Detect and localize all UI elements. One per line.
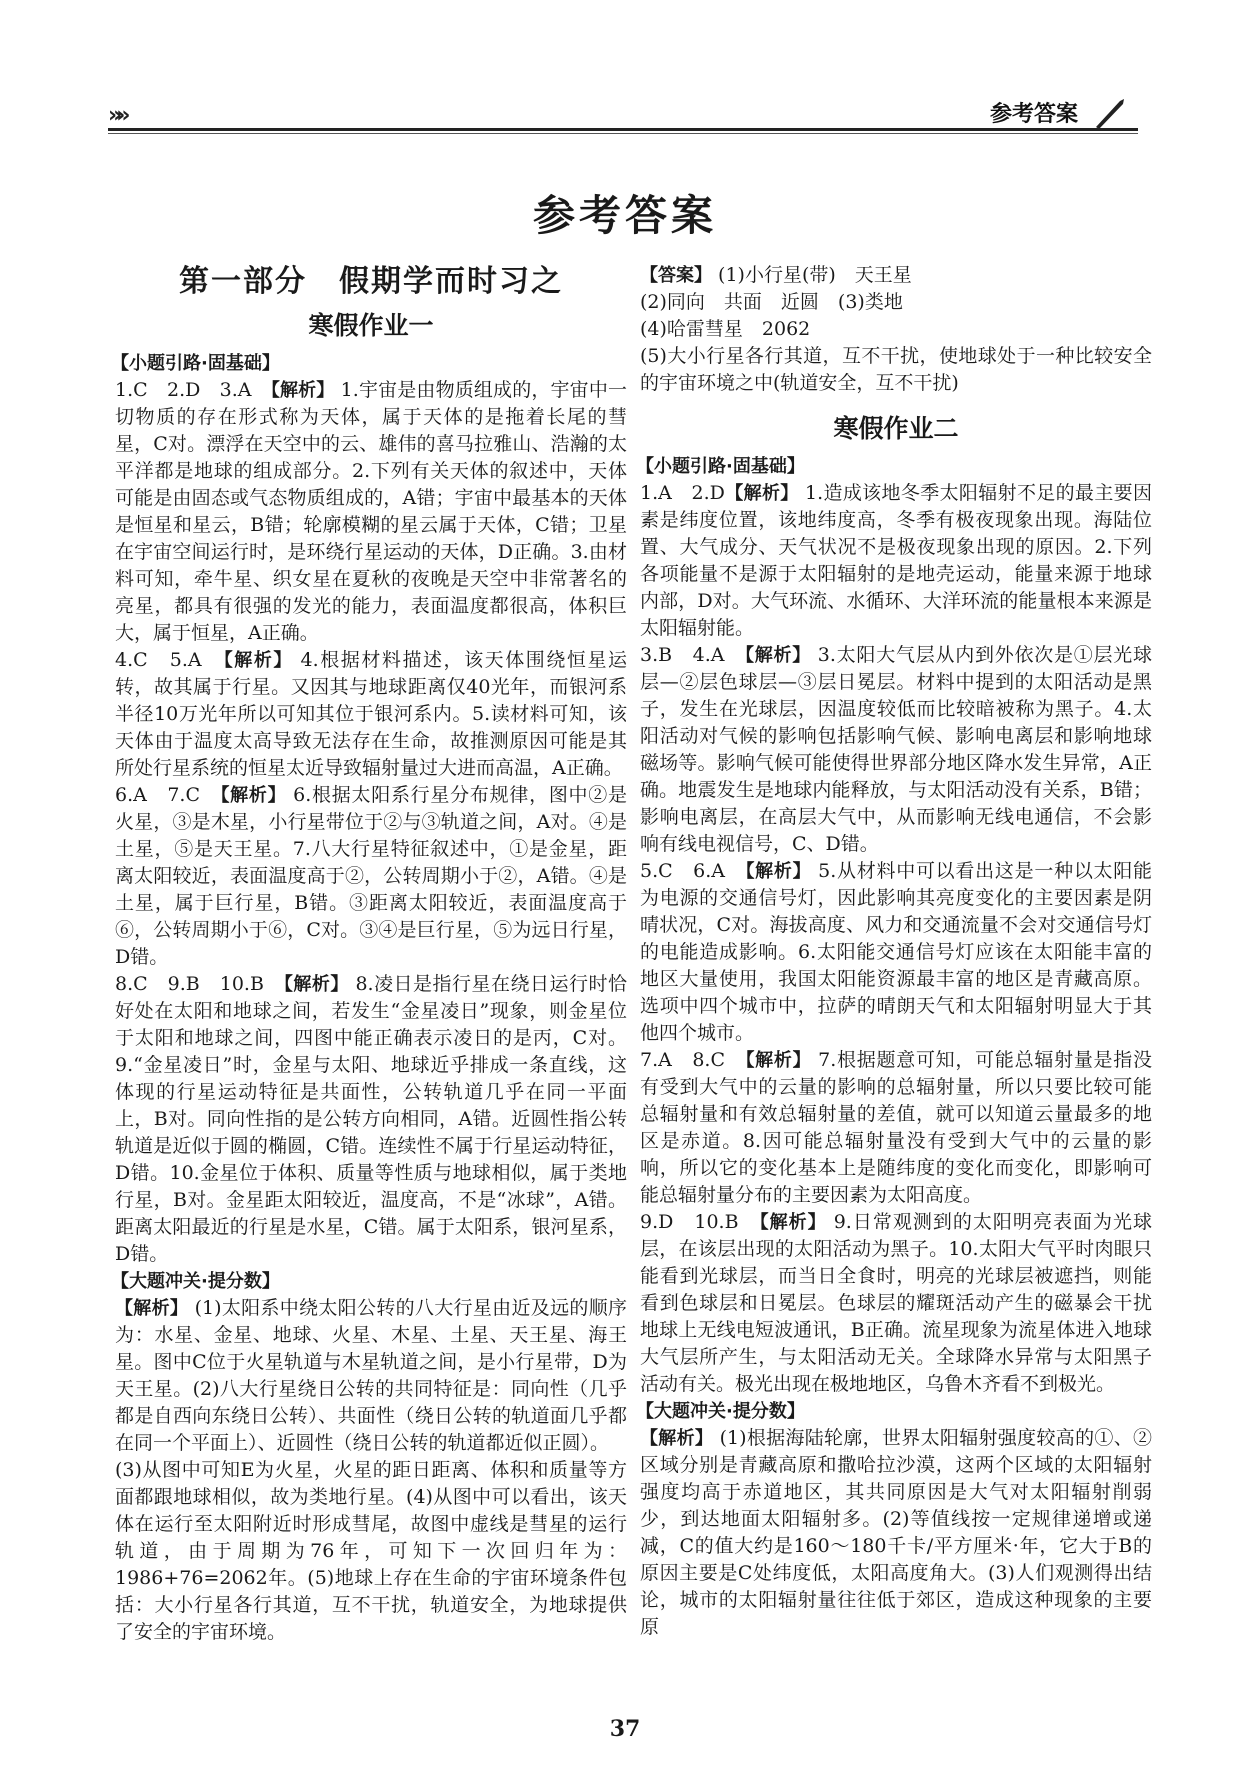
section-tag: 【大题冲关·提分数】	[636, 1401, 805, 1422]
section-title: 寒假作业一	[308, 311, 434, 340]
answer-paragraph: 7.A 8.C 【解析】 7.根据题意可知，可能总辐射量是指没有受到大气中的云量的影响的总辐射量，所以只要比较可能总辐射量和有效总辐射量的差值，就可以知道云量最多的地区是赤道。8.因可能总辐射量没有受到大气中的云量的影响，所以它的变化基本上是随纬度的变化而变化，即影响可能总辐射量分布的主要因素为太阳高度。	[640, 1049, 1153, 1206]
answer-paragraph: 【解析】 (1)根据海陆轮廓，世界太阳辐射强度较高的①、②区域分别是青藏高原和撒哈拉沙漠，这两个区域的太阳辐射强度均高于赤道地区，其共同原因是大气对太阳辐射削弱少，到达地面太阳辐射多。(2)等值线按一定规律递增或递减，C的值大约是160～180千卡/平方厘米·年，它大于B的原因主要是C处纬度低，太阳高度角大。(3)人们观测得出结论，城市的太阳辐射量往往低于郊区，造成这种现象的主要原	[640, 1427, 1153, 1638]
page-number: 37	[609, 1716, 641, 1742]
answer-paragraph: 3.B 4.A 【解析】 3.太阳大气层从内到外依次是①层光球层—②层色球层—③层日冕层。材料中提到的太阳活动是黑子，发生在光球层，因温度较低而比较暗被称为黑子。4.太阳活动对气候的影响包括影响气候、影响电离层和影响地球磁场等。影响气候可能使得世界部分地区降水发生异常，A正确。地震发生是地球内能释放，与太阳活动没有关系，B错；影响电离层，在高层大气中，从而影响无线电通信，不会影响有线电视信号，C、D错。	[640, 644, 1153, 855]
answer-paragraph: 9.D 10.B 【解析】 9.日常观测到的太阳明亮表面为光球层，在该层出现的太阳活动为黑子。10.太阳大气平时肉眼只能看到光球层，而当日全食时，明亮的光球层被遮挡，则能看到色球层和日冕层。色球层的耀斑活动产生的磁暴会干扰地球上无线电短波通讯，B正确。流星现象为流星体进入地球大气层所产生，与太阳活动无关。全球降水异常与太阳黑子活动有关。极光出现在极地地区，乌鲁木齐看不到极光。	[640, 1211, 1152, 1395]
answer-paragraph: 1.C 2.D 3.A 【解析】 1.宇宙是由物质组成的，宇宙中一切物质的存在形式称为天体，属于天体的是拖着长尾的彗星，C对。漂浮在天空中的云、雄伟的喜马拉雅山、浩瀚的太平洋都是地球的组成部分。2.下列有关天体的叙述中，天体可能是由固态或气态物质组成的，A错；宇宙中最基本的天体是恒星和星云，B错；轮廓模糊的星云属于天体，C错；卫星在宇宙空间运行时，是环绕行星运动的天体，D正确。3.由材料可知，牵牛星、织女星在夏秋的夜晚是天空中非常著名的亮星，都具有很强的发光的能力，表面温度都很高，体积巨大，属于恒星，A正确。	[115, 379, 627, 644]
pen-icon	[1090, 95, 1130, 131]
answer-line: (4)哈雷彗星 2062	[640, 318, 811, 340]
section-tag: 【小题引路·固基础】	[111, 353, 280, 374]
section-title: 寒假作业二	[833, 414, 959, 443]
answer-paragraph: 4.C 5.A 【解析】 4.根据材料描述，该天体围绕恒星运转，故其属于行星。又因其与地球距离仅40光年，而银河系半径10万光年所以可知其位于银河系内。5.读材料可知，该天体由于温度太高导致无法存在生命，故推测原因可能是其所处行星系统的恒星太近导致辐射量过大进而高温，A正确。	[115, 649, 627, 779]
left-column	[111, 258, 628, 1646]
answer-line: (5)大小行星各行其道，互不干扰，使地球处于一种比较安全的宇宙环境之中(轨道安全，互不干扰)	[640, 345, 1152, 394]
answer-line: (2)同向 共面 近圆 (3)类地	[640, 291, 903, 313]
answer-paragraph: 6.A 7.C 【解析】 6.根据太阳系行星分布规律，图中②是火星，③是木星，小行星带位于②与③轨道之间，A对。④是土星，⑤是天王星。7.八大行星特征叙述中，①是金星，距离太阳较近，表面温度高于②，公转周期小于②，A错。④是土星，属于巨行星，B错。③距离太阳较近，表面温度高于⑥，公转周期小于⑥，C对。③④是巨行星，⑤为远日行星，D错。	[115, 784, 628, 968]
answer-paragraph: 【解析】 (1)太阳系中绕太阳公转的八大行星由近及远的顺序为：水星、金星、地球、火星、木星、土星、天王星、海王星。图中C位于火星轨道与木星轨道之间，是小行星带，D为天王星。(2)八大行星绕日公转的共同特征是：同向性（几乎都是自西向东绕日公转）、共面性（绕日公转的轨道面几乎都在同一个平面上）、近圆性（绕日公转的轨道都近似正圆）。	[115, 1297, 628, 1454]
page-title: 参考答案	[532, 191, 717, 240]
part-title: 第一部分 假期学而时习之	[179, 264, 563, 299]
answer-line: 【答案】 (1)小行星(带) 天王星	[640, 264, 912, 286]
answer-paragraph: (3)从图中可知E为火星，火星的距日距离、体积和质量等方面都跟地球相似，故为类地行星。(4)从图中可以看出，该天体在运行至太阳附近时形成彗尾，故图中虚线是彗星的运行轨道，由于周期为76年，可知下一次回归年为：1986+76=2062年。(5)地球上存在生命的宇宙环境条件包括：大小行星各行其道，互不干扰，轨道安全，为地球提供了安全的宇宙环境。	[115, 1459, 627, 1643]
chevron-right-icon: »»	[108, 103, 125, 128]
answer-paragraph: 8.C 9.B 10.B 【解析】 8.凌日是指行星在绕日运行时恰好处在太阳和地球之间，若发生“金星凌日”现象，则金星位于太阳和地球之间，四图中能正确表示凌日的是丙，C对。9.“金星凌日”时，金星与太阳、地球近乎排成一条直线，这体现的行星运动特征是共面性，公转轨道几乎在同一平面上，B对。同向性指的是公转方向相同，A错。近圆性指公转轨道是近似于圆的椭圆，C错。连续性不属于行星运动特征，D错。10.金星位于体积、质量等性质与地球相似，属于类地行星，B对。金星距太阳较近，温度高，不是“冰球”，A错。距离太阳最近的行星是水星，C错。属于太阳系，银河星系，D错。	[115, 973, 628, 1265]
right-column	[636, 262, 1153, 1641]
section-tag: 【大题冲关·提分数】	[111, 1271, 280, 1292]
header-rule-thin	[108, 133, 1138, 134]
section-tag: 【小题引路·固基础】	[636, 456, 805, 477]
answer-paragraph: 5.C 6.A 【解析】 5.从材料中可以看出这是一种以太阳能为电源的交通信号灯，因此影响其亮度变化的主要因素是阴晴状况，C对。海拔高度、风力和交通流量不会对交通信号灯的电能造成影响。6.太阳能交通信号灯应该在太阳能丰富的地区大量使用，我国太阳能资源最丰富的地区是青藏高原。选项中四个城市中，拉萨的晴朗天气和太阳辐射明显大于其他四个城市。	[640, 860, 1153, 1044]
header-rule	[108, 128, 1138, 131]
answer-paragraph: 1.A 2.D【解析】 1.造成该地冬季太阳辐射不足的最主要因素是纬度位置，该地纬度高，冬季有极夜现象出现。海陆位置、大气成分、天气状况不是极夜现象出现的原因。2.下列各项能量不是源于太阳辐射的是地壳运动，能量来源于地球内部，D对。大气环流、水循环、大洋环流的能量根本来源是太阳辐射能。	[640, 482, 1153, 639]
header-title: 参考答案	[989, 102, 1078, 127]
